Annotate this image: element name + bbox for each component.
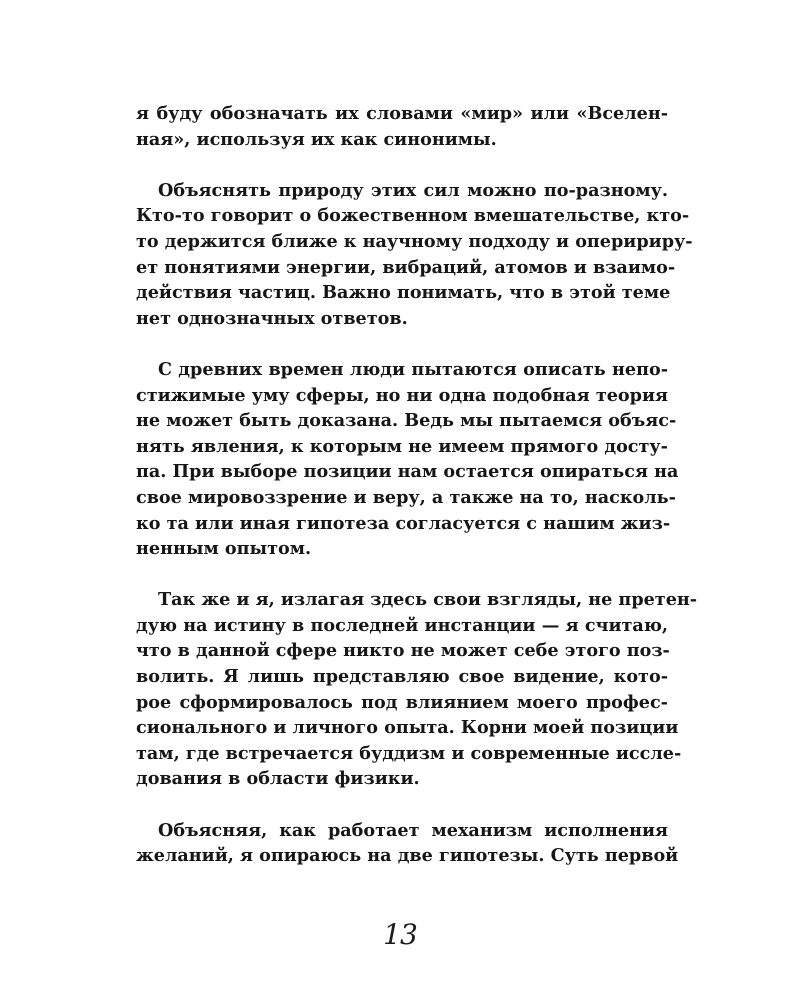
paragraph-3 — [136, 357, 679, 562]
text-line: ет понятиями энергии, вибраций, атомов и взаимо- — [136, 256, 676, 278]
text-line: Объяснять природу этих сил можно по-разному. — [158, 179, 668, 201]
text-line: там, где встречается буддизм и современные иссле- — [136, 742, 682, 764]
text-line: нять явления, к которым не имеем прямого досту- — [136, 435, 668, 457]
text-line: Объясняя, как работает механизм исполнения — [158, 819, 668, 841]
text-line: что в данной сфере никто не может себе этого поз- — [136, 640, 670, 662]
text-line: ная», используя их как синонимы. — [136, 128, 497, 150]
text-line: ко та или иная гипотеза согласуется с нашим жиз- — [136, 512, 671, 534]
text-line: свое мировоззрение и веру, а также на то, насколь- — [136, 486, 676, 508]
text-line: ненным опытом. — [136, 538, 312, 560]
text-line: стижимые уму сферы, но ни одна подобная теория — [136, 384, 668, 406]
text-line: желаний, я опираюсь на две гипотезы. Суть первой — [136, 845, 679, 867]
text-line: дую на истину в последней инстанции — я считаю, — [136, 614, 668, 636]
text-line: волить. Я лишь представляю свое видение, кото- — [136, 666, 668, 688]
text-line: Кто-то говорит о божественном вмешательстве, кто- — [136, 205, 690, 227]
text-line: то держится ближе к научному подходу и оперириру- — [136, 230, 693, 252]
page-number: 13 — [383, 918, 417, 951]
text-line: Так же и я, излагая здесь свои взгляды, не претен- — [158, 589, 698, 611]
text-line: нет однозначных ответов. — [136, 307, 408, 329]
paragraph-5 — [136, 818, 679, 869]
text-line: С древних времен люди пытаются описать непо- — [158, 358, 668, 380]
text-line: рое сформировалось под влиянием моего профес- — [136, 691, 668, 713]
text-line: сионального и личного опыта. Корни моей позиции — [136, 717, 679, 739]
paragraph-4 — [136, 587, 698, 792]
text-line: я буду обозначать их словами «мир» или «Вселен- — [136, 103, 668, 124]
body-text — [136, 101, 698, 869]
text-line: действия частиц. Важно понимать, что в этой теме — [136, 282, 671, 304]
text-line: па. При выборе позиции нам остается опираться на — [136, 461, 679, 483]
paragraph-2 — [136, 178, 693, 332]
text-line: не может быть доказана. Ведь мы пытаемся объяс- — [136, 410, 677, 432]
text-line: дования в области физики. — [136, 768, 420, 790]
paragraph-1 — [136, 101, 668, 152]
